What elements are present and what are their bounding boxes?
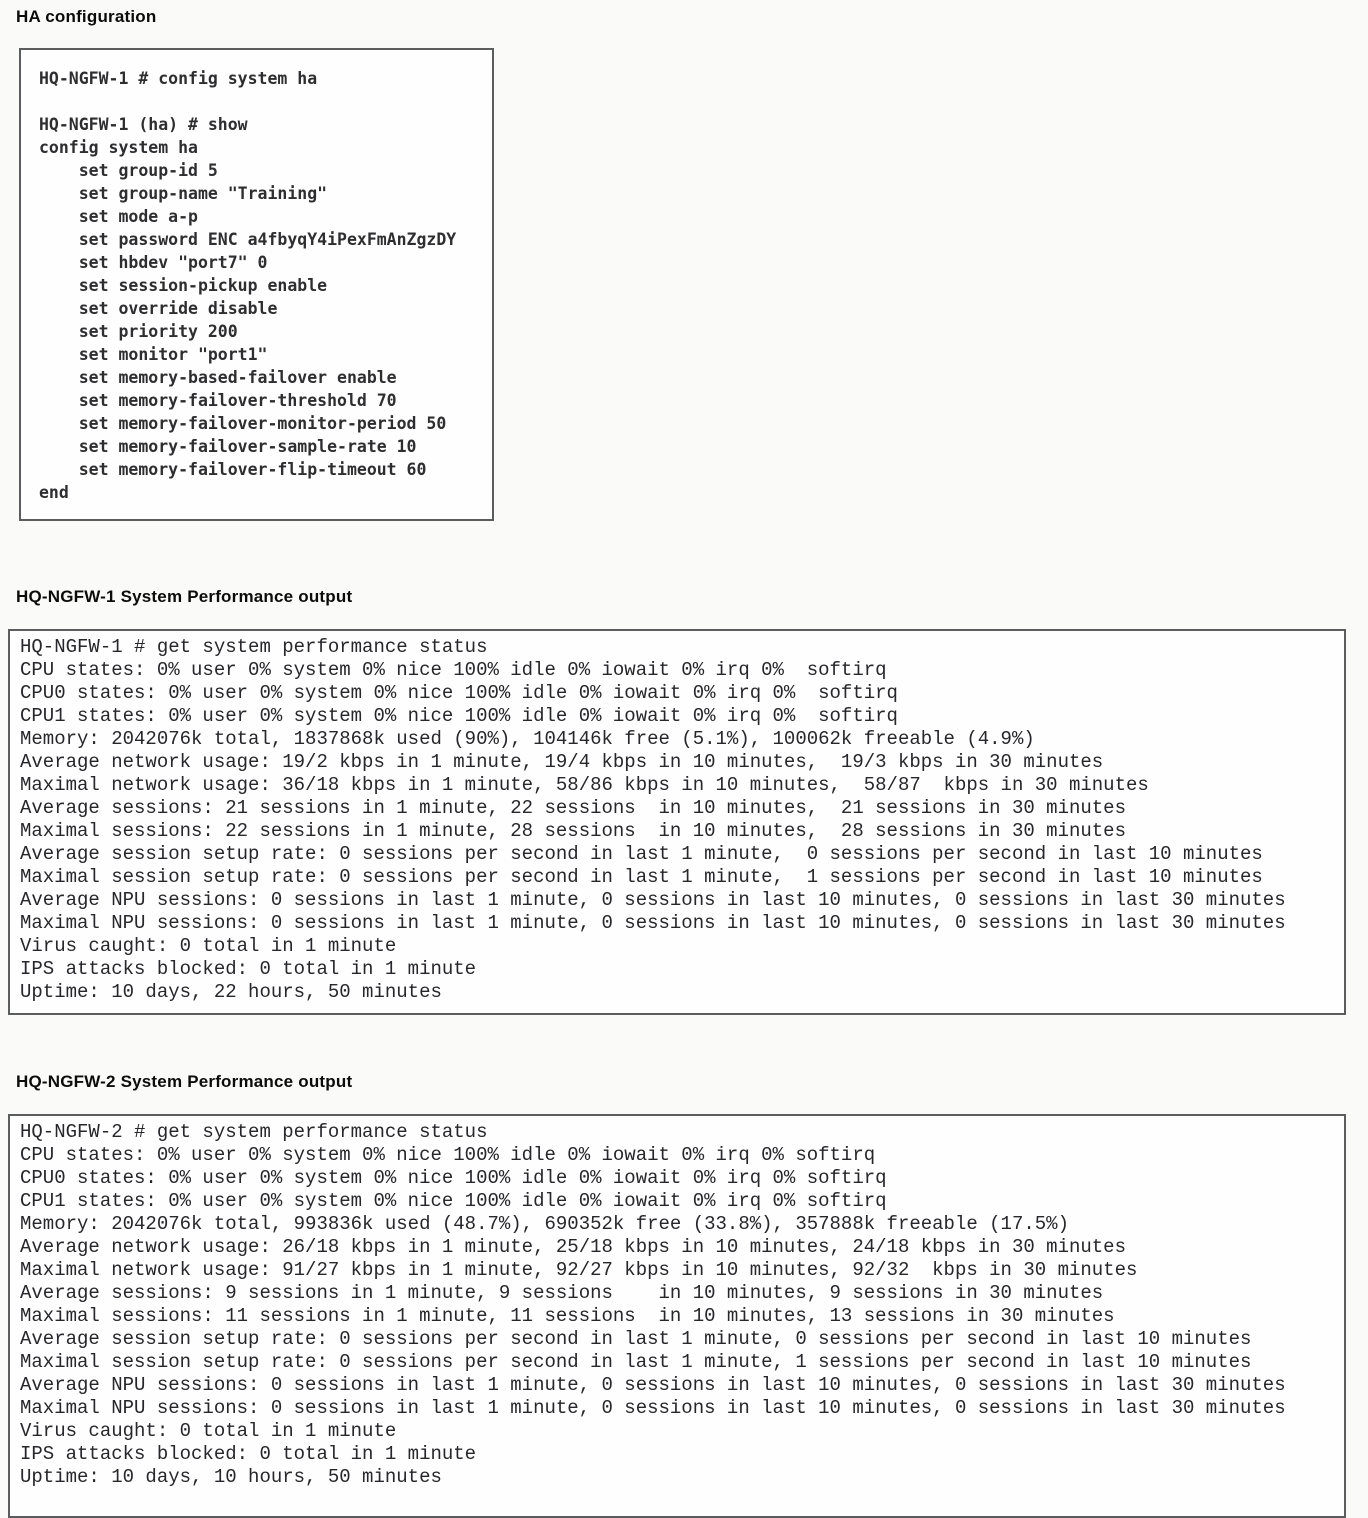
terminal-line: set mode a-p	[39, 207, 198, 226]
terminal-line: Virus caught: 0 total in 1 minute	[20, 935, 397, 957]
terminal-line: Maximal NPU sessions: 0 sessions in last 1 minute, 0 sessions in last 10 minutes, 0 sessions in last 30 minutes	[20, 1397, 1286, 1419]
terminal-line: Maximal network usage: 91/27 kbps in 1 minute, 92/27 kbps in 10 minutes, 92/32 kbps in 30 minutes	[20, 1259, 1138, 1281]
ha-configuration-section	[0, 0, 1368, 521]
terminal-line: IPS attacks blocked: 0 total in 1 minute	[20, 958, 477, 980]
terminal-line: Average network usage: 19/2 kbps in 1 minute, 19/4 kbps in 10 minutes, 19/3 kbps in 30 minutes	[20, 751, 1104, 773]
terminal-line: set memory-failover-threshold 70	[39, 391, 397, 410]
terminal-line: Average NPU sessions: 0 sessions in last 1 minute, 0 sessions in last 10 minutes, 0 sessions in last 30 minutes	[20, 1374, 1286, 1396]
terminal-line: set session-pickup enable	[39, 276, 328, 295]
terminal-line: Average session setup rate: 0 sessions per second in last 1 minute, 0 sessions per second in last 10 minutes	[20, 843, 1263, 865]
terminal-line: CPU0 states: 0% user 0% system 0% nice 100% idle 0% iowait 0% irq 0% softirq	[20, 682, 898, 704]
ha-configuration-terminal	[19, 48, 494, 521]
terminal-line: Average sessions: 21 sessions in 1 minute, 22 sessions in 10 minutes, 21 sessions in 30 minutes	[20, 797, 1126, 819]
terminal-line: set monitor "port1"	[39, 345, 268, 364]
terminal-line: set memory-based-failover enable	[39, 368, 397, 387]
ngfw1-performance-heading: HQ-NGFW-1 System Performance output	[16, 587, 353, 606]
terminal-line: CPU1 states: 0% user 0% system 0% nice 100% idle 0% iowait 0% irq 0% softirq	[20, 705, 898, 727]
terminal-line: set group-id 5	[39, 161, 218, 180]
terminal-line: set override disable	[39, 299, 278, 318]
terminal-line: Maximal session setup rate: 0 sessions per second in last 1 minute, 1 sessions per second in last 10 minutes	[20, 1351, 1252, 1373]
terminal-line: set password ENC a4fbyqY4iPexFmAnZgzDY	[39, 230, 457, 249]
terminal-line: HQ-NGFW-1 (ha) # show	[39, 115, 248, 134]
ngfw2-performance-heading: HQ-NGFW-2 System Performance output	[16, 1072, 353, 1091]
terminal-line: Maximal sessions: 11 sessions in 1 minute, 11 sessions in 10 minutes, 13 sessions in 30 minutes	[20, 1305, 1115, 1327]
terminal-line: HQ-NGFW-1 # get system performance status	[20, 636, 488, 658]
terminal-line: CPU states: 0% user 0% system 0% nice 100% idle 0% iowait 0% irq 0% softirq	[20, 1144, 876, 1166]
terminal-line: Virus caught: 0 total in 1 minute	[20, 1420, 397, 1442]
terminal-line: Memory: 2042076k total, 993836k used (48.7%), 690352k free (33.8%), 357888k freeable (17.5%)	[20, 1213, 1069, 1235]
terminal-line: Average session setup rate: 0 sessions per second in last 1 minute, 0 sessions per second in last 10 minutes	[20, 1328, 1252, 1350]
terminal-line: CPU1 states: 0% user 0% system 0% nice 100% idle 0% iowait 0% irq 0% softirq	[20, 1190, 887, 1212]
ha-configuration-heading: HA configuration	[16, 7, 157, 26]
terminal-line: IPS attacks blocked: 0 total in 1 minute	[20, 1443, 477, 1465]
terminal-line: Maximal NPU sessions: 0 sessions in last 1 minute, 0 sessions in last 10 minutes, 0 sessions in last 30 minutes	[20, 912, 1286, 934]
terminal-line: set priority 200	[39, 322, 238, 341]
terminal-line: set group-name "Training"	[39, 184, 328, 203]
terminal-line: Uptime: 10 days, 10 hours, 50 minutes	[20, 1466, 442, 1488]
terminal-line: CPU states: 0% user 0% system 0% nice 100% idle 0% iowait 0% irq 0% softirq	[20, 659, 887, 681]
ngfw1-performance-section	[0, 587, 1368, 1015]
terminal-line: set memory-failover-monitor-period 50	[39, 414, 447, 433]
terminal-line: Maximal sessions: 22 sessions in 1 minute, 28 sessions in 10 minutes, 28 sessions in 30 minutes	[20, 820, 1126, 842]
terminal-line: CPU0 states: 0% user 0% system 0% nice 100% idle 0% iowait 0% irq 0% softirq	[20, 1167, 887, 1189]
terminal-line: HQ-NGFW-2 # get system performance status	[20, 1121, 488, 1143]
terminal-line: Uptime: 10 days, 22 hours, 50 minutes	[20, 981, 442, 1003]
terminal-line: Average network usage: 26/18 kbps in 1 minute, 25/18 kbps in 10 minutes, 24/18 kbps in 30 minutes	[20, 1236, 1126, 1258]
terminal-line: HQ-NGFW-1 # config system ha	[39, 69, 318, 88]
terminal-line: Average sessions: 9 sessions in 1 minute, 9 sessions in 10 minutes, 9 sessions in 30 minutes	[20, 1282, 1104, 1304]
ngfw2-performance-section	[0, 1072, 1368, 1518]
ngfw2-performance-terminal	[8, 1114, 1346, 1518]
terminal-line: config system ha	[39, 138, 198, 157]
terminal-line	[39, 90, 482, 113]
terminal-line: set hbdev "port7" 0	[39, 253, 268, 272]
terminal-line: set memory-failover-flip-timeout 60	[39, 460, 427, 479]
terminal-line: Memory: 2042076k total, 1837868k used (90%), 104146k free (5.1%), 100062k freeable (4.9%)	[20, 728, 1035, 750]
ngfw1-performance-terminal	[8, 629, 1346, 1015]
terminal-line: Average NPU sessions: 0 sessions in last 1 minute, 0 sessions in last 10 minutes, 0 sessions in last 30 minutes	[20, 889, 1286, 911]
terminal-line: end	[39, 483, 69, 502]
terminal-line: set memory-failover-sample-rate 10	[39, 437, 417, 456]
terminal-line: Maximal session setup rate: 0 sessions per second in last 1 minute, 1 sessions per second in last 10 minutes	[20, 866, 1263, 888]
terminal-line: Maximal network usage: 36/18 kbps in 1 minute, 58/86 kbps in 10 minutes, 58/87 kbps in 30 minutes	[20, 774, 1149, 796]
